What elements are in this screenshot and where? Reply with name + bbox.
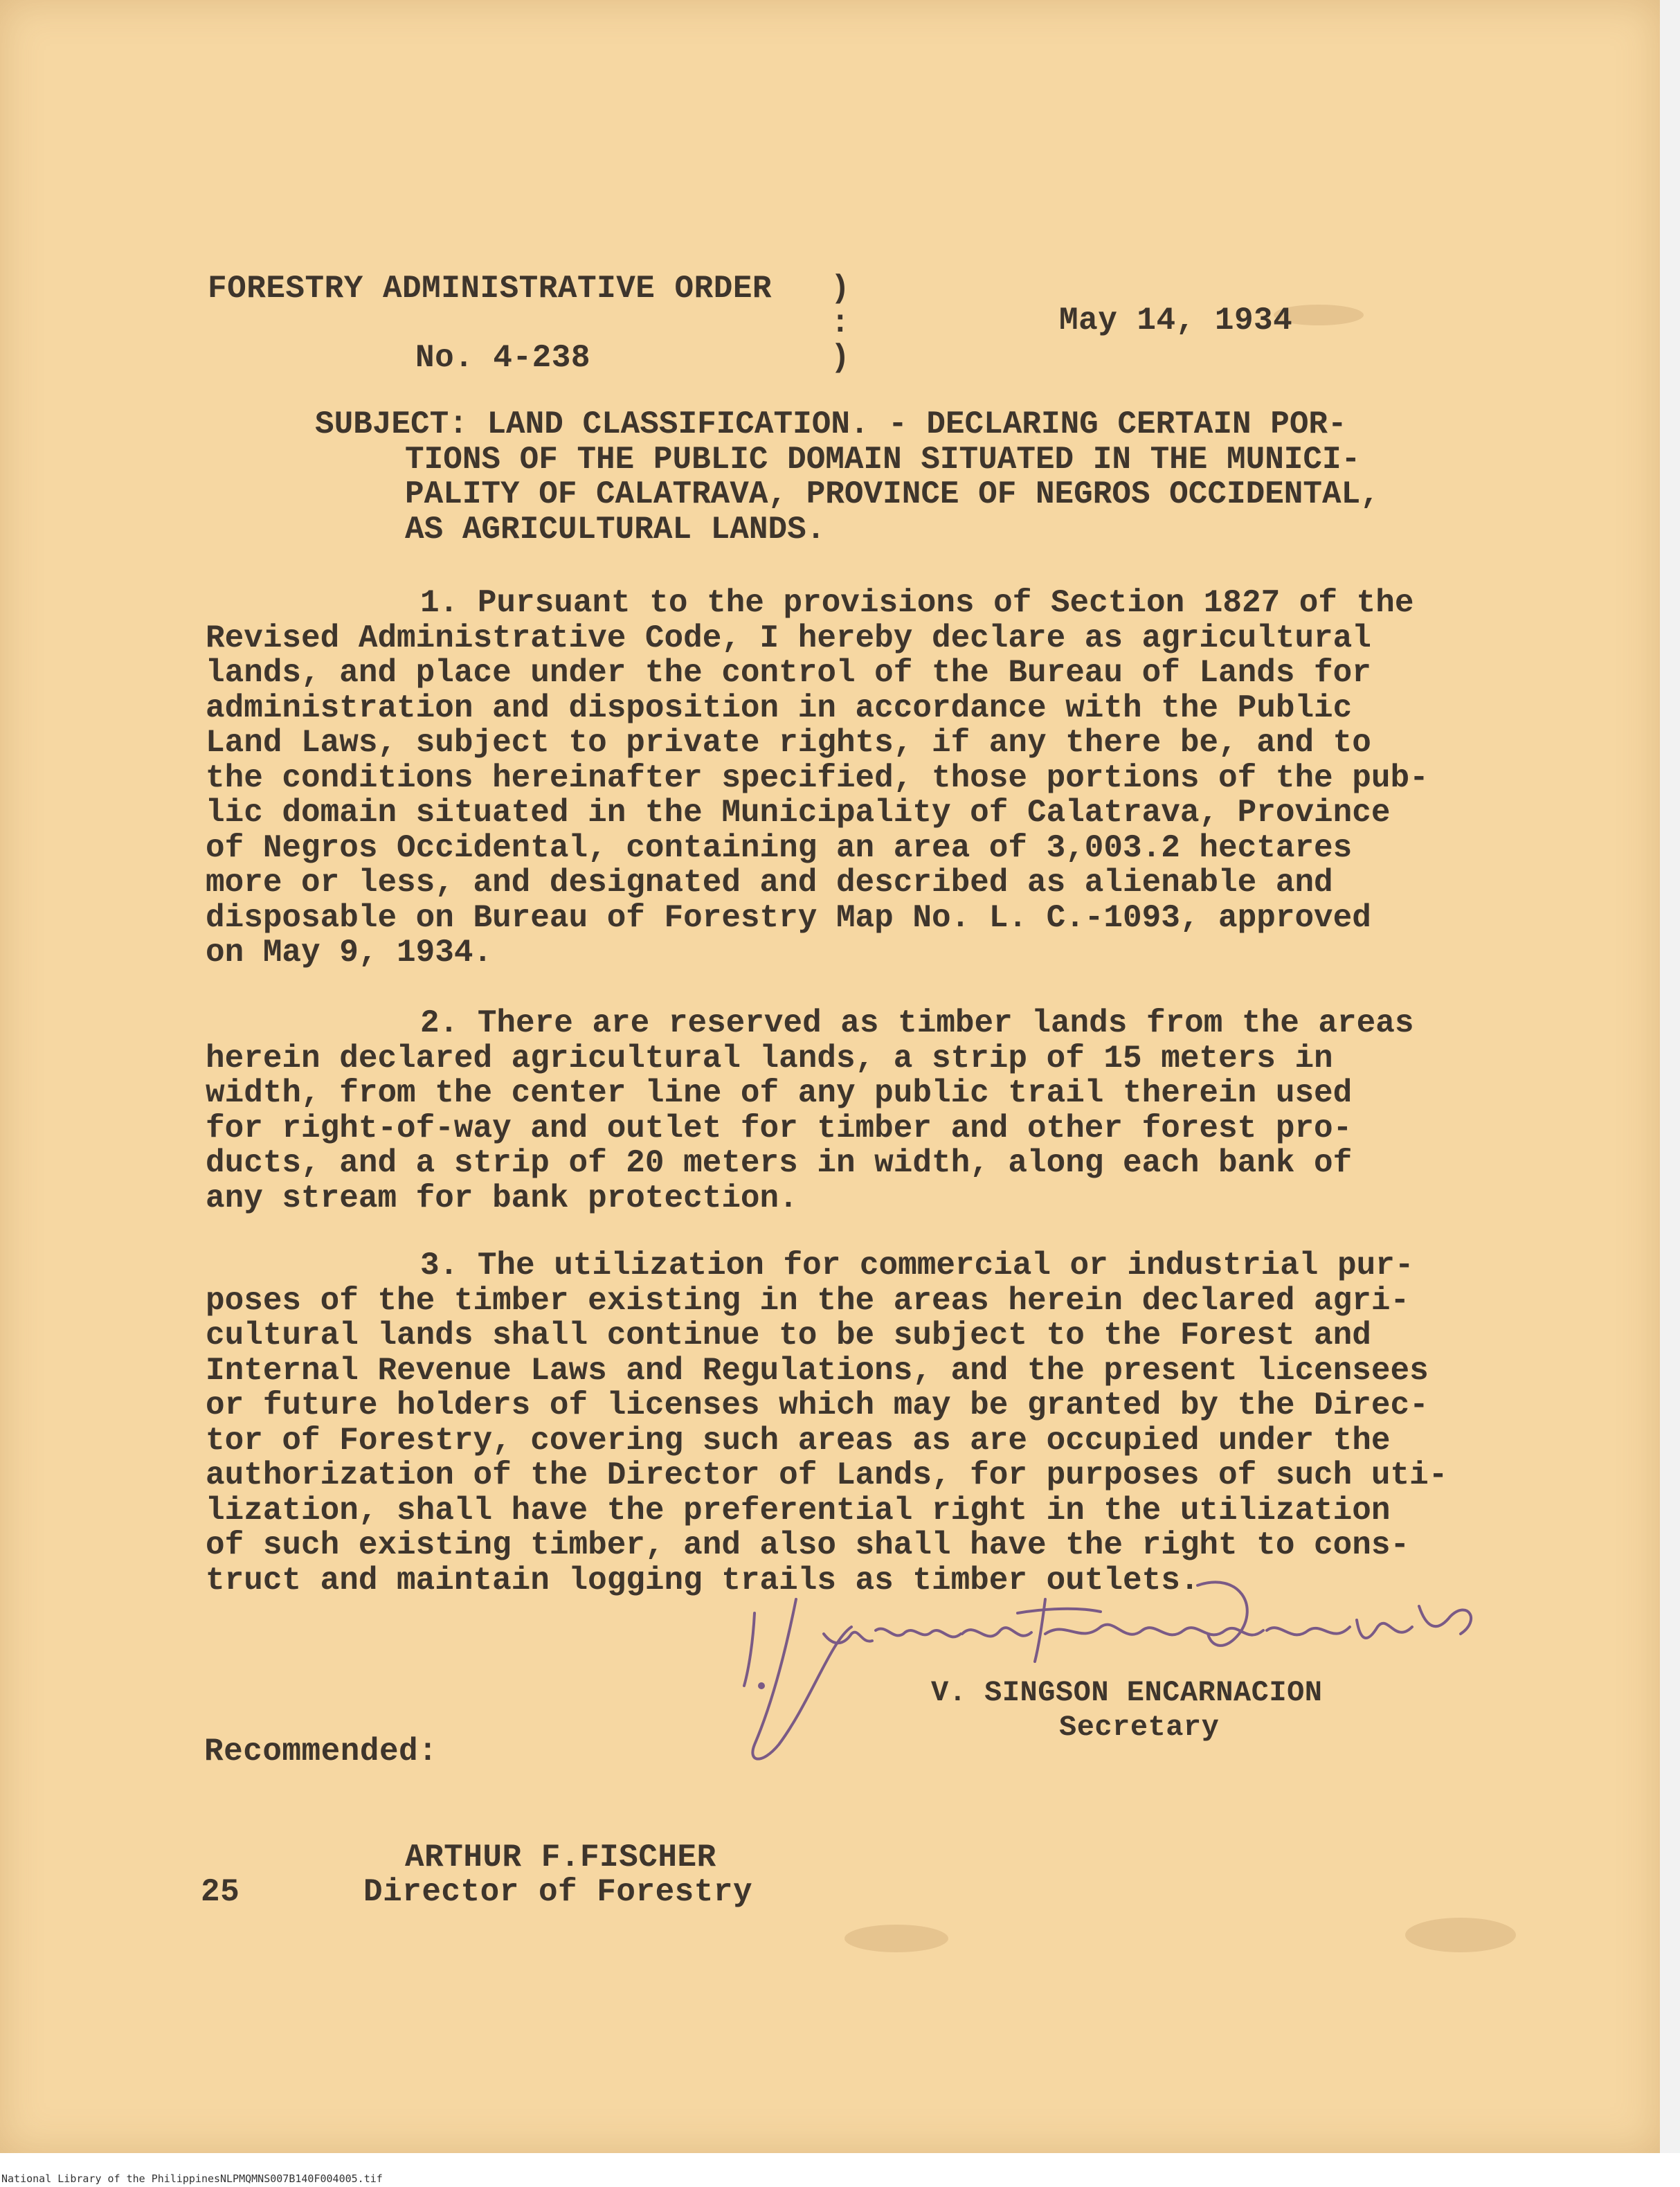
- paragraph-line: administration and disposition in accordance with the Public: [206, 690, 1353, 726]
- order-bracket-mid: :: [831, 305, 851, 341]
- paragraph-line: authorization of the Director of Lands, for purposes of such uti-: [206, 1457, 1448, 1493]
- order-title: FORESTRY ADMINISTRATIVE ORDER: [208, 271, 773, 307]
- paragraph-line: truct and maintain logging trails as timber outlets.: [206, 1562, 1200, 1599]
- paragraph-line: poses of the timber existing in the areas herein declared agri-: [206, 1282, 1410, 1319]
- paragraph-line: Land Laws, subject to private rights, if any there be, and to: [206, 725, 1371, 761]
- order-bracket-bottom: ): [831, 340, 851, 376]
- paragraph-1: [206, 586, 1429, 971]
- paragraph-line: the conditions hereinafter specified, those portions of the pub-: [206, 759, 1429, 796]
- recommended-label: Recommended:: [204, 1734, 438, 1770]
- paragraph-line: lization, shall have the preferential right in the utilization: [206, 1492, 1391, 1529]
- paragraph-line: of Negros Occidental, containing an area of 3,003.2 hectares: [206, 829, 1353, 866]
- subject-line: AS AGRICULTURAL LANDS.: [405, 511, 826, 548]
- paragraph-3: [206, 1248, 1447, 1598]
- recommender-name: ARTHUR F.FISCHER: [405, 1839, 716, 1875]
- handwritten-signature: [713, 1558, 1530, 1786]
- page-number: 25: [201, 1874, 240, 1910]
- paper-smudge: [844, 1925, 948, 1952]
- paragraph-line: 1. Pursuant to the provisions of Section 1827 of the: [420, 585, 1414, 621]
- order-number: No. 4-238: [415, 340, 590, 376]
- order-bracket-top: ): [831, 271, 851, 307]
- paragraph-line: any stream for bank protection.: [206, 1180, 798, 1216]
- paragraph-line: lands, and place under the control of the Bureau of Lands for: [206, 655, 1371, 691]
- footer-library: National Library of the Philippines: [1, 2172, 221, 2185]
- paragraph-line: more or less, and designated and described as alienable and: [206, 865, 1333, 901]
- paragraph-line: lic domain situated in the Municipality of Calatrava, Province: [206, 795, 1391, 831]
- paragraph-line: 2. There are reserved as timber lands from the areas: [420, 1005, 1414, 1041]
- paragraph-line: or future holders of licenses which may be granted by the Direc-: [206, 1387, 1429, 1423]
- subject-line: PALITY OF CALATRAVA, PROVINCE OF NEGROS OCCIDENTAL,: [405, 476, 1380, 512]
- recommender-title: Director of Forestry: [363, 1874, 753, 1910]
- paragraph-2: [206, 1006, 1413, 1216]
- signatory-title: Secretary: [1059, 1711, 1220, 1744]
- paragraph-line: ducts, and a strip of 20 meters in width, along each bank of: [206, 1145, 1353, 1181]
- paragraph-line: herein declared agricultural lands, a strip of 15 meters in: [206, 1040, 1333, 1077]
- paragraph-line: Internal Revenue Laws and Regulations, and the present licensees: [206, 1352, 1429, 1389]
- paragraph-line: tor of Forestry, covering such areas as are occupied under the: [206, 1422, 1391, 1459]
- paragraph-line: on May 9, 1934.: [206, 935, 493, 971]
- paragraph-line: Revised Administrative Code, I hereby declare as agricultural: [206, 620, 1371, 656]
- paragraph-line: disposable on Bureau of Forestry Map No. L. C.-1093, approved: [206, 899, 1371, 936]
- subject-block: [315, 407, 1380, 547]
- paragraph-line: for right-of-way and outlet for timber and other forest pro-: [206, 1110, 1353, 1146]
- paragraph-line: of such existing timber, and also shall have the right to cons-: [206, 1527, 1410, 1563]
- paragraph-line: 3. The utilization for commercial or industrial pur-: [420, 1248, 1414, 1284]
- paragraph-line: cultural lands shall continue to be subject to the Forest and: [206, 1317, 1371, 1353]
- footer-file-id: NLPMQMNS007B140F004005.tif: [220, 2172, 383, 2185]
- signatory-name: V. SINGSON ENCARNACION: [931, 1676, 1323, 1709]
- subject-line: SUBJECT: LAND CLASSIFICATION. - DECLARING CERTAIN POR-: [315, 406, 1347, 442]
- order-date: May 14, 1934: [1059, 303, 1293, 339]
- scan-border: [1660, 0, 1680, 2153]
- paper-smudge: [1405, 1918, 1516, 1952]
- subject-line: TIONS OF THE PUBLIC DOMAIN SITUATED IN THE MUNICI-: [405, 441, 1361, 478]
- paragraph-line: width, from the center line of any public trail therein used: [206, 1075, 1353, 1111]
